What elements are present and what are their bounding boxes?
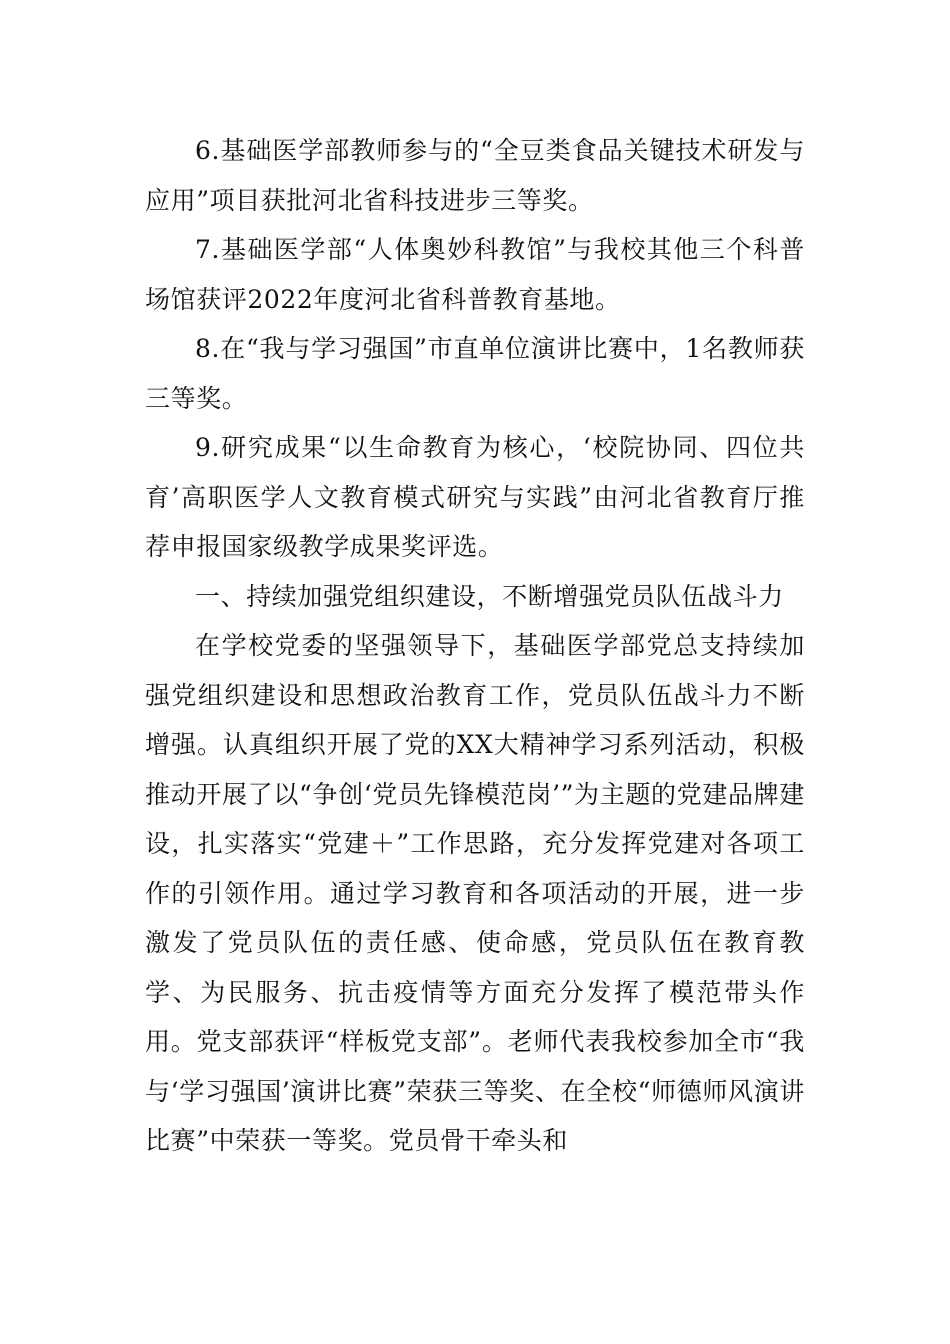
paragraph-achievement-6: 6.基础医学部教师参与的“全豆类食品关键技术研发与应用”项目获批河北省科技进步三等奖。: [145, 136, 805, 215]
paragraph-achievement-7: 7.基础医学部“人体奥妙科教馆”与我校其他三个科普场馆获评2022年度河北省科普教育基地。: [145, 235, 805, 314]
document-body: [145, 126, 805, 1166]
paragraph-party-building: 在学校党委的坚强领导下，基础医学部党总支持续加强党组织建设和思想政治教育工作，党员队伍战斗力不断增强。认真组织开展了党的XX大精神学习系列活动，积极推动开展了以“争创‘党员先锋模范岗’”为主题的党建品牌建设，扎实落实“党建＋”工作思路，充分发挥党建对各项工作的引领作用。通过学习教育和各项活动的开展，进一步激发了党员队伍的责任感、使命感，党员队伍在教育教学、为民服务、抗击疫情等方面充分发挥了模范带头作用。党支部获评“样板党支部”。老师代表我校参加全市“我与‘学习强国’演讲比赛”荣获三等奖、在全校“师德师风演讲比赛”中荣获一等奖。党员骨干牵头和: [145, 631, 805, 1155]
section-heading-party-building: 一、持续加强党组织建设，不断增强党员队伍战斗力: [195, 581, 784, 611]
paragraph-achievement-8: 8.在“我与学习强国”市直单位演讲比赛中，1名教师获三等奖。: [145, 334, 805, 413]
paragraph-achievement-9: 9.研究成果“以生命教育为核心，‘校院协同、四位共育’高职医学人文教育模式研究与实践”由河北省教育厅推荐申报国家级教学成果奖评选。: [145, 433, 805, 561]
